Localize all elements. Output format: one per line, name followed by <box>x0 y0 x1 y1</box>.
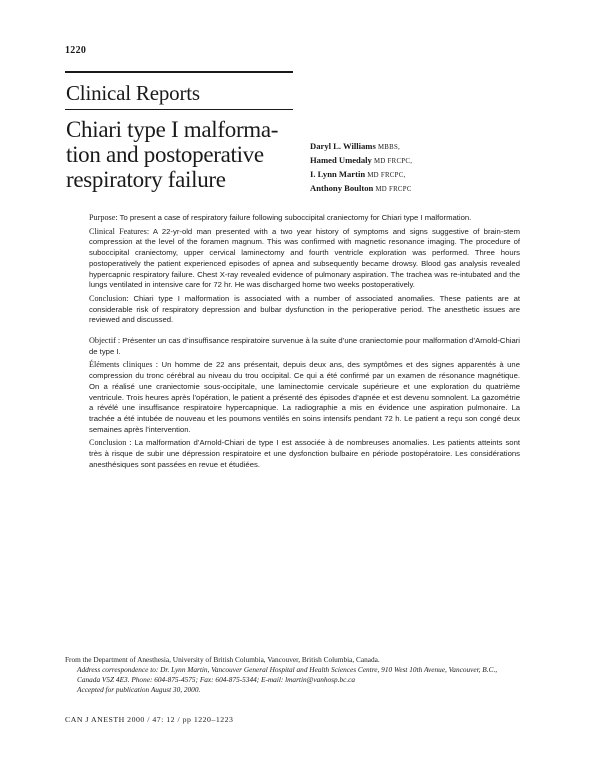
accepted-date: Accepted for publication August 30, 2000. <box>77 685 201 694</box>
author <box>310 140 412 154</box>
purpose-label: Purpose: <box>89 213 118 222</box>
author-name: Anthony Boulton <box>310 183 374 193</box>
journal-citation: CAN J ANESTH 2000 / 47: 12 / pp 1220–1223 <box>65 715 234 724</box>
features-label: Clinical Features: <box>89 226 150 236</box>
abstract-features <box>89 227 520 291</box>
objectif-text: Présenter un cas d’insuffisance respiratoire survenue à la suite d’une craniectomie pour malformation d’Arnold-Chiari de type I. <box>89 336 520 356</box>
correspondence: Address correspondence to: Dr. Lynn Martin, Vancouver General Hospital and Health Sciences Centre, 910 West 10th Avenue, Vancouver, B.C., Canada V5Z 4E3. Phone: 604-875-4575; Fax: 604-875-5344; E-mail: lmartin@vanhosp.bc.ca <box>77 665 498 684</box>
author-name: I. Lynn Martin <box>310 169 366 179</box>
author-degrees: MD FRCPC, <box>373 158 413 165</box>
author-degrees: MD FRCPC <box>375 186 412 193</box>
conclusion-fr-text: La malformation d’Arnold-Chiari de type I est associée à de nombreuses anomalies. Les patients atteints sont très à risque de subir une dépression respiratoire et une dysfonction bulbaire en période postopératoire. Les considérations anesthésiques sont passées en revue et étudiées. <box>89 438 520 469</box>
section-rule <box>65 109 293 110</box>
title-line: tion and postoperative <box>66 142 264 167</box>
features-text: A 22-yr-old man presented with a two year history of symptoms and signs suggestive of brain-stem compression at the level of the foramen magnum. This was confirmed with magnetic resonance imaging. The procedure of suboccipital craniectomy, upper cervical laminectomy and fourth ventricle exploration was performed. Three hours postoperatively the patient experienced episodes of apnea and subsequently became drowsy. Blood gas analysis revealed hypercapnic respiratory failure. Chest X-ray revealed evidence of pulmonary aspiration. The trachea was re-intubated and the lungs ventilated in intensive care for 72 hr. He was discharged home two weeks postoperatively. <box>89 226 520 290</box>
conclusion-text: Chiari type I malformation is associated with a number of associated anomalies. These patients are at considerable risk of respiratory depression and bulbar dysfunction in the perioperative period. The anesthetic issues are reviewed and discussed. <box>89 293 520 325</box>
footer-notes <box>65 655 505 695</box>
author-degrees: MD FRCPC, <box>367 172 406 179</box>
elements-label: Éléments cliniques : <box>89 360 159 370</box>
author <box>310 154 412 168</box>
author-name: Daryl L. Williams <box>310 141 376 151</box>
objectif-label: Objectif : <box>89 336 121 346</box>
page-number: 1220 <box>65 45 87 56</box>
resume-elements <box>89 360 520 435</box>
top-rule <box>65 71 293 73</box>
author-name: Hamed Umedaly <box>310 155 372 165</box>
author-list <box>310 140 412 196</box>
author <box>310 168 412 182</box>
conclusion-fr-label: Conclusion : <box>89 438 132 448</box>
affiliation: From the Department of Anesthesia, University of British Columbia, Vancouver, British Columbia, Canada. <box>65 655 380 664</box>
abstract-conclusion <box>89 294 520 326</box>
resume-objectif <box>89 336 520 357</box>
author <box>310 182 412 196</box>
resume-conclusion <box>89 438 520 470</box>
article-title <box>66 117 306 192</box>
conclusion-label: Conclusion: <box>89 293 129 303</box>
purpose-text: To present a case of respiratory failure following suboccipital craniectomy for Chiari type I malformation. <box>119 213 472 222</box>
title-line: respiratory failure <box>66 167 226 192</box>
author-degrees: MBBS, <box>377 144 401 151</box>
abstract <box>89 213 520 473</box>
abstract-purpose <box>89 213 520 224</box>
elements-text: Un homme de 22 ans présentait, depuis deux ans, des symptômes et des signes apparentés à une compression du tronc cérébral au niveau du trou occipital. Ce qui a été confirmé par un examen de résonance magnétique. On a réalisé une craniectomie sous-occipitale, une laminectomie cervicale supérieure et une exploration du quatrième ventricule. Trois heures après l’opération, le patient a présenté des épisodes d’apnée et est devenu somnolent. La gazométrie a révélé une insuffisance respiratoire hypercapnique. La radiographie a mis en évidence une aspiration pulmonaire. La trachée a été intubée de nouveau et les poumons ventilés en soins intensifs pendant 72 h. Le patient a reçu son congé deux semaines après l’intervention. <box>89 360 520 434</box>
section-title: Clinical Reports <box>66 81 200 105</box>
title-line: Chiari type I malforma- <box>66 117 279 142</box>
